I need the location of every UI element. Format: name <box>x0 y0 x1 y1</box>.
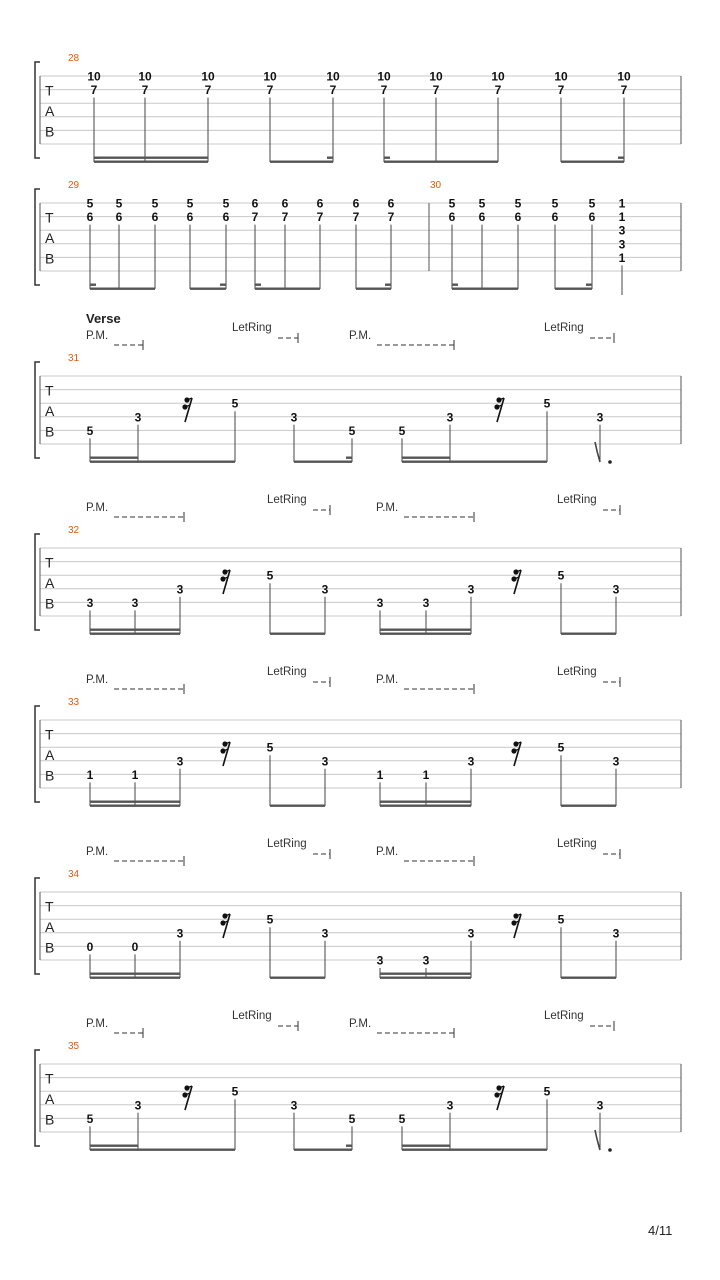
sixteenth-rest <box>511 569 521 594</box>
fret-number: 6 <box>115 210 123 225</box>
let-ring-label: LetRing <box>544 322 584 334</box>
fret-number: 6 <box>186 210 194 225</box>
fret-number: 7 <box>557 83 565 98</box>
fret-number: 6 <box>551 210 559 225</box>
note-beam <box>138 461 235 463</box>
fret-number: 5 <box>266 740 274 755</box>
note-flag <box>595 442 600 462</box>
tab-system <box>35 666 681 807</box>
fret-number: 5 <box>86 423 94 438</box>
fret-number: 7 <box>352 210 360 225</box>
fret-number: 3 <box>376 595 384 610</box>
dot <box>608 460 612 464</box>
fret-number: 3 <box>467 926 475 941</box>
note-beam <box>90 801 180 803</box>
fret-number: 7 <box>141 83 149 98</box>
fret-number: 3 <box>612 754 620 769</box>
note-beam <box>90 629 180 631</box>
palm-mute-label: P.M. <box>376 502 399 514</box>
fret-number: 1 <box>376 767 384 782</box>
palm-mute-label: P.M. <box>349 1018 372 1030</box>
tab-system <box>35 322 681 464</box>
fret-number: 3 <box>596 1098 604 1113</box>
fret-number: 3 <box>422 595 430 610</box>
note-beam <box>452 288 518 290</box>
fret-number: 5 <box>588 196 596 211</box>
tab-clef-letter: B <box>45 767 55 784</box>
tab-system <box>35 838 681 979</box>
fret-number: 7 <box>281 210 289 225</box>
fret-number: 5 <box>348 1111 356 1126</box>
fret-number: 6 <box>281 196 289 211</box>
note-beam <box>561 633 616 635</box>
fret-number: 10 <box>617 69 631 84</box>
fret-number: 3 <box>134 410 142 425</box>
let-ring-label: LetRing <box>557 666 597 678</box>
fret-number: 10 <box>554 69 568 84</box>
fret-number: 3 <box>422 953 430 968</box>
beam-stub <box>94 157 100 159</box>
fret-number: 3 <box>176 926 184 941</box>
fret-number: 10 <box>263 69 277 84</box>
fret-number: 1 <box>618 250 626 265</box>
tab-system <box>35 180 681 295</box>
fret-number: 3 <box>612 582 620 597</box>
tab-clef-letter: T <box>45 554 54 571</box>
fret-number: 6 <box>251 196 259 211</box>
beam-stub <box>220 284 226 286</box>
fret-number: 10 <box>201 69 215 84</box>
fret-number: 7 <box>204 83 212 98</box>
fret-number: 3 <box>618 237 626 252</box>
sixteenth-rest <box>220 741 230 766</box>
fret-number: 5 <box>231 1084 239 1099</box>
fret-number: 5 <box>86 1111 94 1126</box>
system-bracket <box>35 534 40 630</box>
note-beam <box>555 288 592 290</box>
note-beam <box>380 801 471 803</box>
palm-mute-label: P.M. <box>86 330 109 342</box>
fret-number: 5 <box>551 196 559 211</box>
fret-number: 5 <box>557 912 565 927</box>
tab-clef-letter: T <box>45 82 54 99</box>
fret-number: 5 <box>86 196 94 211</box>
fret-number: 5 <box>115 196 123 211</box>
fret-number: 7 <box>316 210 324 225</box>
note-beam <box>294 461 352 463</box>
tab-clef-letter: T <box>45 1070 54 1087</box>
fret-number: 3 <box>86 595 94 610</box>
let-ring-label: LetRing <box>267 666 307 678</box>
tab-clef-letter: T <box>45 726 54 743</box>
beam-stub <box>346 457 352 459</box>
sixteenth-rest <box>511 913 521 938</box>
fret-number: 6 <box>352 196 360 211</box>
fret-number: 5 <box>348 423 356 438</box>
note-beam <box>94 161 208 163</box>
note-beam <box>450 1149 547 1151</box>
tab-clef-letter: T <box>45 382 54 399</box>
note-beam <box>402 1149 450 1151</box>
tab-system <box>35 53 681 163</box>
note-beam <box>380 973 471 975</box>
fret-number: 3 <box>290 1098 298 1113</box>
sixteenth-rest <box>182 397 192 422</box>
system-bracket <box>35 62 40 158</box>
beam-stub <box>452 284 458 286</box>
fret-number: 7 <box>251 210 259 225</box>
fret-number: 1 <box>618 196 626 211</box>
fret-number: 3 <box>321 754 329 769</box>
palm-mute-label: P.M. <box>86 502 109 514</box>
tab-system <box>35 1010 681 1152</box>
fret-number: 7 <box>494 83 502 98</box>
fret-number: 10 <box>429 69 443 84</box>
fret-number: 5 <box>266 568 274 583</box>
fret-number: 3 <box>618 223 626 238</box>
note-beam <box>94 157 208 159</box>
beam-stub <box>255 284 261 286</box>
tab-clef-letter: B <box>45 1111 55 1128</box>
system-bracket <box>35 1050 40 1146</box>
palm-mute-label: P.M. <box>349 330 372 342</box>
fret-number: 1 <box>618 210 626 225</box>
tab-clef-letter: B <box>45 939 55 956</box>
beam-stub <box>346 1145 352 1147</box>
fret-number: 5 <box>557 740 565 755</box>
tab-clef-letter: B <box>45 250 55 267</box>
note-beam <box>90 1149 138 1151</box>
fret-number: 3 <box>134 1098 142 1113</box>
sixteenth-rest <box>494 397 504 422</box>
let-ring-label: LetRing <box>267 838 307 850</box>
fret-number: 10 <box>377 69 391 84</box>
note-beam <box>380 633 471 635</box>
note-beam <box>380 977 471 979</box>
note-beam <box>450 461 547 463</box>
sixteenth-rest <box>511 741 521 766</box>
tab-clef-letter: A <box>45 403 55 419</box>
fret-number: 6 <box>222 210 230 225</box>
page-number: 4/11 <box>648 1223 673 1238</box>
fret-number: 5 <box>478 196 486 211</box>
palm-mute-label: P.M. <box>376 674 399 686</box>
fret-number: 5 <box>231 396 239 411</box>
fret-number: 3 <box>612 926 620 941</box>
tab-clef-letter: T <box>45 898 54 915</box>
tab-clef-letter: A <box>45 1091 55 1107</box>
let-ring-label: LetRing <box>557 494 597 506</box>
system-bracket <box>35 706 40 802</box>
beam-stub <box>90 284 96 286</box>
sixteenth-rest <box>220 569 230 594</box>
sixteenth-rest <box>182 1085 192 1110</box>
section-label: Verse <box>86 311 121 326</box>
note-beam <box>190 288 226 290</box>
fret-number: 3 <box>446 410 454 425</box>
note-beam <box>270 805 325 807</box>
note-beam <box>90 457 138 459</box>
fret-number: 5 <box>151 196 159 211</box>
fret-number: 7 <box>432 83 440 98</box>
measure-number: 32 <box>68 525 80 536</box>
sixteenth-rest <box>220 913 230 938</box>
note-beam <box>90 288 155 290</box>
fret-number: 1 <box>422 767 430 782</box>
note-beam <box>270 633 325 635</box>
system-bracket <box>35 362 40 458</box>
note-beam <box>561 161 624 163</box>
fret-number: 5 <box>266 912 274 927</box>
note-beam <box>90 977 180 979</box>
note-beam <box>561 977 616 979</box>
note-beam <box>90 973 180 975</box>
fret-number: 5 <box>514 196 522 211</box>
note-beam <box>138 1149 235 1151</box>
fret-number: 6 <box>151 210 159 225</box>
fret-number: 5 <box>448 196 456 211</box>
measure-number: 31 <box>68 353 80 364</box>
measure-number: 34 <box>68 869 80 880</box>
tab-clef-letter: A <box>45 747 55 763</box>
fret-number: 6 <box>86 210 94 225</box>
note-beam <box>384 161 498 163</box>
tab-clef-letter: B <box>45 595 55 612</box>
fret-number: 10 <box>326 69 340 84</box>
fret-number: 5 <box>398 423 406 438</box>
fret-number: 6 <box>316 196 324 211</box>
fret-number: 3 <box>131 595 139 610</box>
measure-number: 33 <box>68 697 80 708</box>
fret-number: 7 <box>329 83 337 98</box>
note-beam <box>402 461 450 463</box>
fret-number: 6 <box>588 210 596 225</box>
tab-clef-letter: A <box>45 919 55 935</box>
fret-number: 1 <box>131 767 139 782</box>
fret-number: 0 <box>86 939 94 954</box>
note-beam <box>402 1145 450 1147</box>
note-beam <box>294 1149 352 1151</box>
note-beam <box>90 633 180 635</box>
palm-mute-label: P.M. <box>86 846 109 858</box>
beam-stub <box>384 157 390 159</box>
let-ring-label: LetRing <box>267 494 307 506</box>
system-bracket <box>35 189 40 285</box>
tab-clef-letter: A <box>45 575 55 591</box>
note-beam <box>90 1145 138 1147</box>
fret-number: 10 <box>491 69 505 84</box>
tab-clef-letter: B <box>45 423 55 440</box>
fret-number: 3 <box>176 754 184 769</box>
measure-number: 28 <box>68 53 80 64</box>
fret-number: 10 <box>138 69 152 84</box>
fret-number: 5 <box>543 396 551 411</box>
let-ring-label: LetRing <box>544 1010 584 1022</box>
tab-clef-letter: B <box>45 123 55 140</box>
tab-clef-letter: A <box>45 103 55 119</box>
fret-number: 7 <box>90 83 98 98</box>
let-ring-label: LetRing <box>232 322 272 334</box>
note-beam <box>90 461 138 463</box>
fret-number: 3 <box>446 1098 454 1113</box>
measure-number: 29 <box>68 180 80 191</box>
note-beam <box>356 288 391 290</box>
note-beam <box>255 288 320 290</box>
fret-number: 7 <box>620 83 628 98</box>
fret-number: 6 <box>514 210 522 225</box>
note-beam <box>270 977 325 979</box>
fret-number: 5 <box>543 1084 551 1099</box>
measure-number: 30 <box>430 180 442 191</box>
note-beam <box>402 457 450 459</box>
measure-number: 35 <box>68 1041 80 1052</box>
let-ring-label: LetRing <box>232 1010 272 1022</box>
system-bracket <box>35 878 40 974</box>
tab-clef-letter: A <box>45 230 55 246</box>
note-beam <box>90 805 180 807</box>
fret-number: 1 <box>86 767 94 782</box>
fret-number: 3 <box>596 410 604 425</box>
fret-number: 5 <box>186 196 194 211</box>
palm-mute-label: P.M. <box>376 846 399 858</box>
fret-number: 6 <box>478 210 486 225</box>
fret-number: 3 <box>290 410 298 425</box>
fret-number: 5 <box>222 196 230 211</box>
note-beam <box>380 629 471 631</box>
palm-mute-label: P.M. <box>86 1018 109 1030</box>
fret-number: 7 <box>266 83 274 98</box>
fret-number: 5 <box>557 568 565 583</box>
fret-number: 3 <box>176 582 184 597</box>
fret-number: 6 <box>387 196 395 211</box>
note-flag <box>595 1130 600 1150</box>
note-beam <box>380 805 471 807</box>
fret-number: 10 <box>87 69 101 84</box>
tab-clef-letter: T <box>45 209 54 226</box>
beam-stub <box>586 284 592 286</box>
palm-mute-label: P.M. <box>86 674 109 686</box>
let-ring-label: LetRing <box>557 838 597 850</box>
fret-number: 5 <box>398 1111 406 1126</box>
fret-number: 3 <box>321 926 329 941</box>
fret-number: 3 <box>321 582 329 597</box>
beam-stub <box>327 157 333 159</box>
dot <box>608 1148 612 1152</box>
fret-number: 3 <box>467 754 475 769</box>
sixteenth-rest <box>494 1085 504 1110</box>
fret-number: 7 <box>380 83 388 98</box>
fret-number: 3 <box>467 582 475 597</box>
fret-number: 6 <box>448 210 456 225</box>
beam-stub <box>385 284 391 286</box>
tab-system <box>35 494 681 635</box>
note-beam <box>270 161 333 163</box>
fret-number: 7 <box>387 210 395 225</box>
fret-number: 3 <box>376 953 384 968</box>
note-beam <box>561 805 616 807</box>
fret-number: 0 <box>131 939 139 954</box>
beam-stub <box>618 157 624 159</box>
